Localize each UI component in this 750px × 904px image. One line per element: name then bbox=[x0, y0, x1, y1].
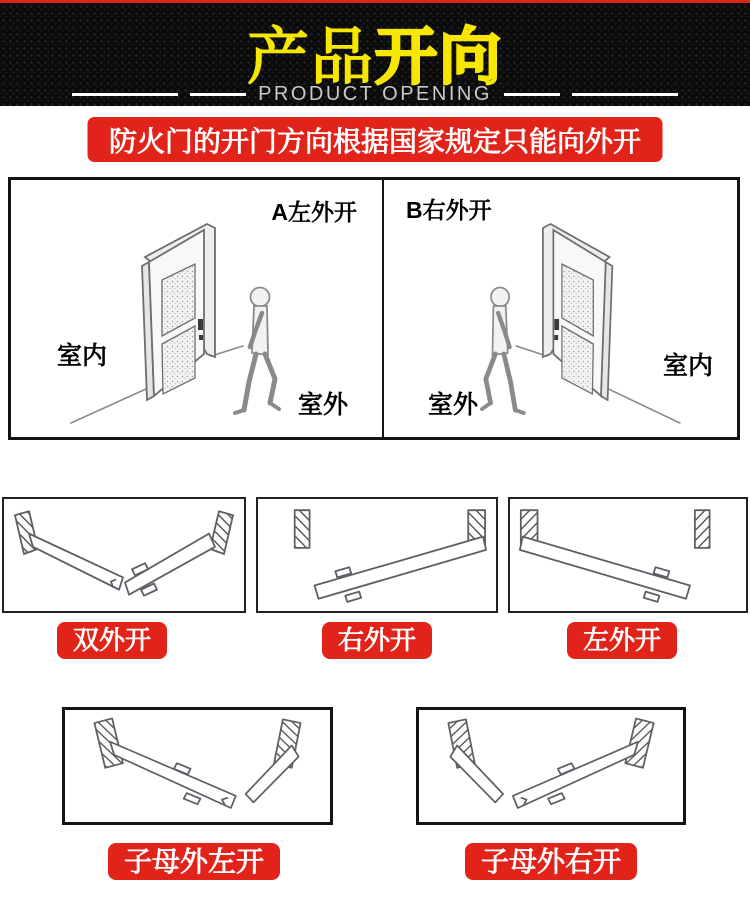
plan-box-right-outward bbox=[256, 497, 498, 613]
label-double-outward: 双外开 bbox=[57, 622, 167, 659]
panel-right-outward bbox=[384, 180, 737, 437]
subtitle-dash-right-long bbox=[572, 93, 678, 96]
panel-left-title: A左外开 bbox=[271, 199, 357, 225]
page-subtitle: PRODUCT OPENING bbox=[258, 83, 492, 105]
panel-left-indoor-label: 室内 bbox=[57, 342, 108, 370]
subtitle-dash-right-short bbox=[504, 93, 560, 96]
panel-right-indoor-label: 室内 bbox=[662, 352, 713, 380]
panel-left-outward bbox=[11, 180, 384, 437]
header-banner bbox=[0, 3, 750, 106]
page-title-filled: 产品 bbox=[246, 23, 375, 92]
subtitle-dash-left-short bbox=[190, 93, 246, 96]
panel-right-outdoor-label: 室外 bbox=[428, 391, 479, 419]
plan-box-mother-child-right bbox=[416, 707, 686, 825]
label-mother-child-right: 子母外右开 bbox=[465, 843, 637, 880]
regulation-notice-banner: 防火门的开门方向根据国家规定只能向外开 bbox=[88, 117, 663, 162]
door-plan-right-outward-illustration bbox=[258, 499, 496, 611]
plan-box-double-outward bbox=[2, 497, 246, 613]
plan-box-left-outward bbox=[508, 497, 748, 613]
panel-right-title: B右外开 bbox=[406, 197, 492, 223]
door-plan-mother-child-right-illustration bbox=[419, 710, 683, 822]
label-mother-child-left: 子母外左开 bbox=[108, 843, 280, 880]
perspective-diagram-box bbox=[8, 177, 740, 440]
door-plan-mother-child-left-illustration bbox=[65, 710, 330, 822]
person-walking-figure bbox=[482, 288, 524, 414]
person-walking-figure bbox=[235, 288, 279, 414]
plan-box-mother-child-left bbox=[62, 707, 333, 825]
panel-left-outdoor-label: 室外 bbox=[297, 391, 348, 419]
door-plan-left-outward-illustration bbox=[510, 499, 746, 611]
door-plan-double-outward-illustration bbox=[4, 499, 244, 611]
page-title-outlined: 开向 bbox=[375, 23, 504, 92]
subtitle-dash-left-long bbox=[72, 93, 178, 96]
label-left-outward: 左外开 bbox=[567, 622, 677, 659]
page-subtitle-row bbox=[0, 83, 750, 106]
label-right-outward: 右外开 bbox=[322, 622, 432, 659]
